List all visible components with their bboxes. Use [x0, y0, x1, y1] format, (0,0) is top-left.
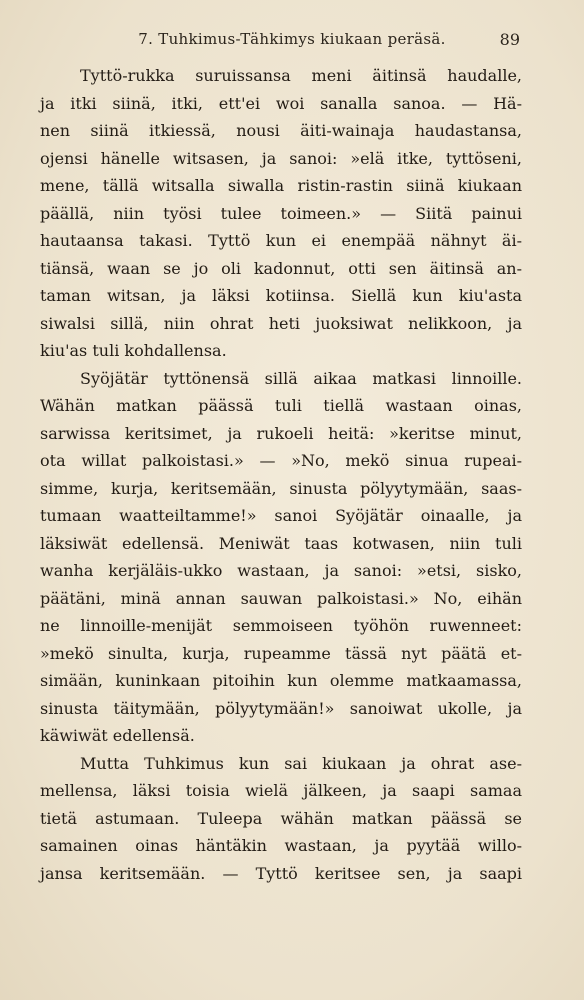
text-line: päällä, niin työsi tulee toimeen.» — Siitä painui	[40, 203, 522, 223]
text-line: nen siinä itkiessä, nousi äiti-wainaja haudastansa,	[40, 121, 522, 140]
running-head	[0, 30, 584, 52]
text-line: hautaansa takasi. Tyttö kun ei enempää nähnyt äi-	[40, 231, 522, 250]
text-line: simme, kurja, keritsemään, sinusta pölyytymään, saas-	[40, 478, 522, 498]
text-line: ota willat palkoistasi.» — »No, mekö sinua rupeai-	[40, 451, 522, 470]
text-line: Tyttö-rukka suruissansa meni äitinsä haudalle,	[80, 66, 522, 85]
text-line: tietä astumaan. Tuleepa wähän matkan päässä se	[40, 808, 522, 828]
text-line: Mutta Tuhkimus kun sai kiukaan ja ohrat ase-	[80, 753, 522, 773]
text-line: simään, kuninkaan pitoihin kun olemme matkaamassa,	[40, 671, 522, 690]
paragraph-1	[40, 62, 522, 365]
text-line: tumaan waatteiltamme!» sanoi Syöjätär oinaalle, ja	[40, 506, 522, 525]
text-line: mellensa, läksi toisia wielä jälkeen, ja saapi samaa	[40, 781, 522, 800]
running-title: 7. Tuhkimus-Tähkimys kiukaan peräsä.	[138, 30, 446, 48]
paragraph-2	[40, 365, 522, 750]
page-number: 89	[499, 30, 520, 49]
text-line: mene, tällä witsalla siwalla ristin-rastin siinä kiukaan	[40, 176, 522, 195]
text-line: jansa keritsemään. — Tyttö keritsee sen, ja saapi	[40, 863, 522, 883]
text-line: käwiwät edellensä.	[40, 726, 195, 745]
text-line: Syöjätär tyttönensä sillä aikaa matkasi linnoille.	[80, 368, 522, 388]
text-line: taman witsan, ja läksi kotiinsa. Siellä kun kiu'asta	[40, 286, 522, 305]
text-line: »mekö sinulta, kurja, rupeamme tässä nyt päätä et-	[40, 643, 522, 663]
body-text	[40, 62, 522, 887]
text-line: Wähän matkan päässä tuli tiellä wastaan oinas,	[40, 396, 522, 415]
text-line: läksiwät edellensä. Meniwät taas kotwasen, niin tuli	[40, 533, 522, 553]
text-line: sinusta täitymään, pölyytymään!» sanoiwat ukolle, ja	[40, 698, 522, 718]
text-line: samainen oinas häntäkin wastaan, ja pyytää willo-	[40, 836, 522, 855]
text-line: päätäni, minä annan sauwan palkoistasi.» No, eihän	[40, 588, 522, 608]
text-line: wanha kerjäläis-ukko wastaan, ja sanoi: »etsi, sisko,	[40, 561, 522, 580]
text-line: siwalsi sillä, niin ohrat heti juoksiwat nelikkoon, ja	[40, 313, 522, 333]
text-line: ne linnoille-menijät semmoiseen työhön ruwenneet:	[40, 616, 522, 635]
text-line: tiänsä, waan se jo oli kadonnut, otti sen äitinsä an-	[40, 258, 522, 278]
text-line: ojensi hänelle witsasen, ja sanoi: »elä itke, tyttöseni,	[40, 148, 522, 168]
text-line: sarwissa keritsimet, ja rukoeli heitä: »keritse minut,	[40, 423, 522, 443]
paragraph-3	[40, 750, 522, 888]
text-line: ja itki siinä, itki, ett'ei woi sanalla sanoa. — Hä-	[40, 93, 522, 113]
text-line: kiu'as tuli kohdallensa.	[40, 341, 227, 360]
